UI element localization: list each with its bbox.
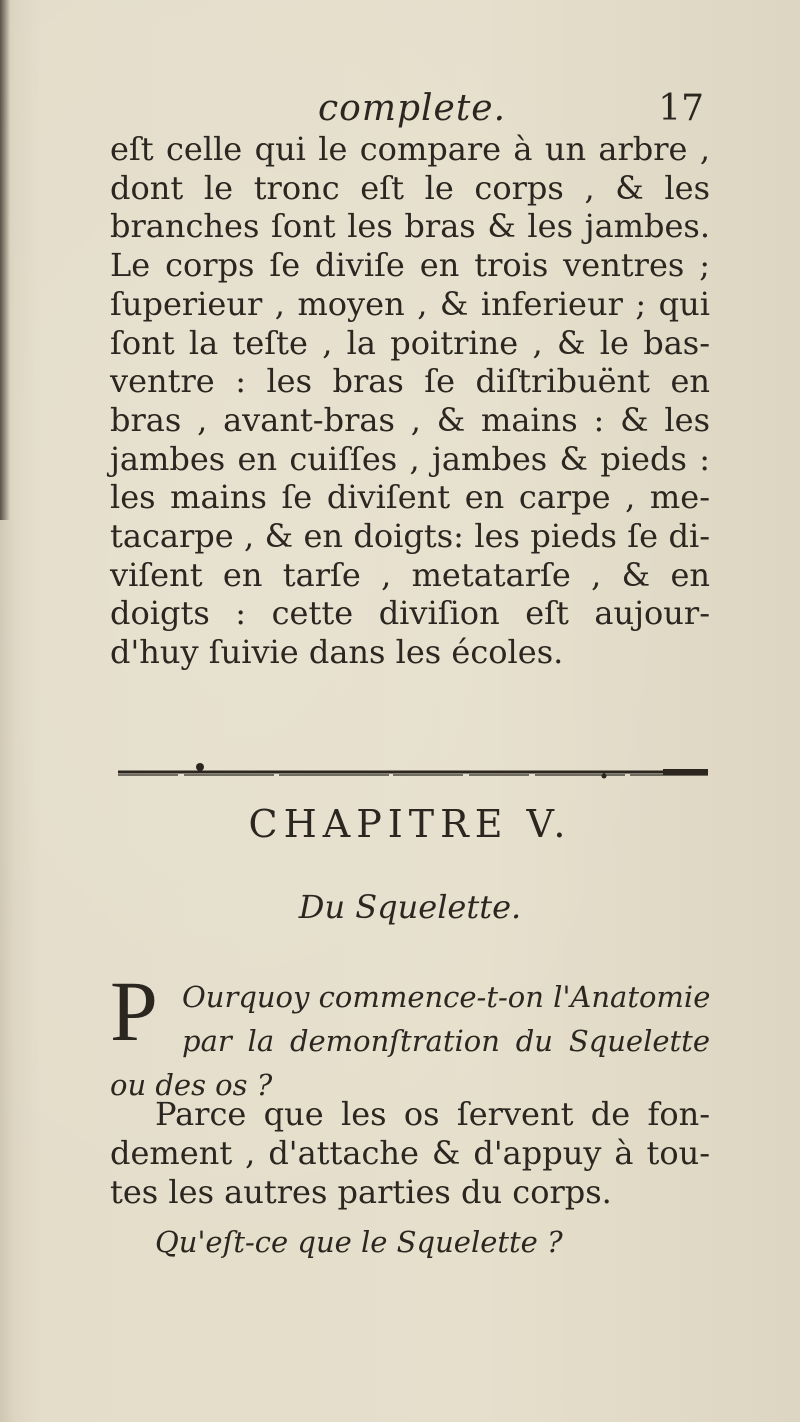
body-line: ſont la teſte , la poitrine , & le bas- bbox=[110, 323, 710, 362]
body-paragraph bbox=[110, 130, 710, 672]
question-paragraph bbox=[110, 975, 710, 1107]
body-line: les mains ſe diviſent en carpe , me- bbox=[110, 478, 710, 517]
body-line: viſent en tarſe , metatarſe , & en bbox=[110, 555, 710, 594]
answer-line: Parce que les os ſervent de fon- bbox=[155, 1095, 710, 1133]
body-line: doigts : cette diviſion eſt aujour- bbox=[110, 594, 710, 633]
page-gutter-shadow bbox=[0, 0, 10, 520]
question-line: Ourquoy commence-t-on l'Anatomie bbox=[182, 980, 711, 1014]
chapter-heading: CHAPITRE V. bbox=[248, 802, 572, 846]
drop-cap: P bbox=[110, 963, 158, 1059]
body-line: dont le tronc eſt le corps , & les bbox=[110, 168, 710, 207]
page-number: 17 bbox=[658, 88, 704, 129]
body-line: eſt celle qui le compare à un arbre , bbox=[110, 130, 710, 168]
body-line: ventre : les bras ſe diſtribuënt en bbox=[110, 362, 710, 401]
answer-line: dement , d'attache & d'appuy à tou- bbox=[110, 1134, 710, 1172]
question-line: ou des os ? bbox=[110, 1068, 273, 1102]
body-line: bras , avant-bras , & mains : & les bbox=[110, 400, 710, 439]
next-question: Qu'eſt-ce que le Squelette ? bbox=[155, 1225, 563, 1259]
body-line: d'huy ſuivie dans les écoles. bbox=[110, 633, 564, 672]
question-line: par la demonſtration du Squelette bbox=[182, 1024, 710, 1058]
section-title: Du Squelette. bbox=[298, 888, 522, 926]
body-line: branches ſont les bras & les jambes. bbox=[110, 207, 710, 246]
body-line: ſuperieur , moyen , & inferieur ; qui bbox=[110, 284, 710, 323]
answer-paragraph bbox=[110, 1095, 710, 1212]
ornamental-rule bbox=[118, 762, 708, 780]
body-line: Le corps ſe diviſe en trois ventres ; bbox=[110, 246, 710, 285]
body-line: tacarpe , & en doigts: les pieds ſe di- bbox=[110, 517, 710, 556]
running-title: complete. bbox=[318, 88, 507, 129]
body-line: jambes en cuiſſes , jambes & pieds : bbox=[110, 439, 710, 478]
answer-line: tes les autres parties du corps. bbox=[110, 1173, 612, 1211]
